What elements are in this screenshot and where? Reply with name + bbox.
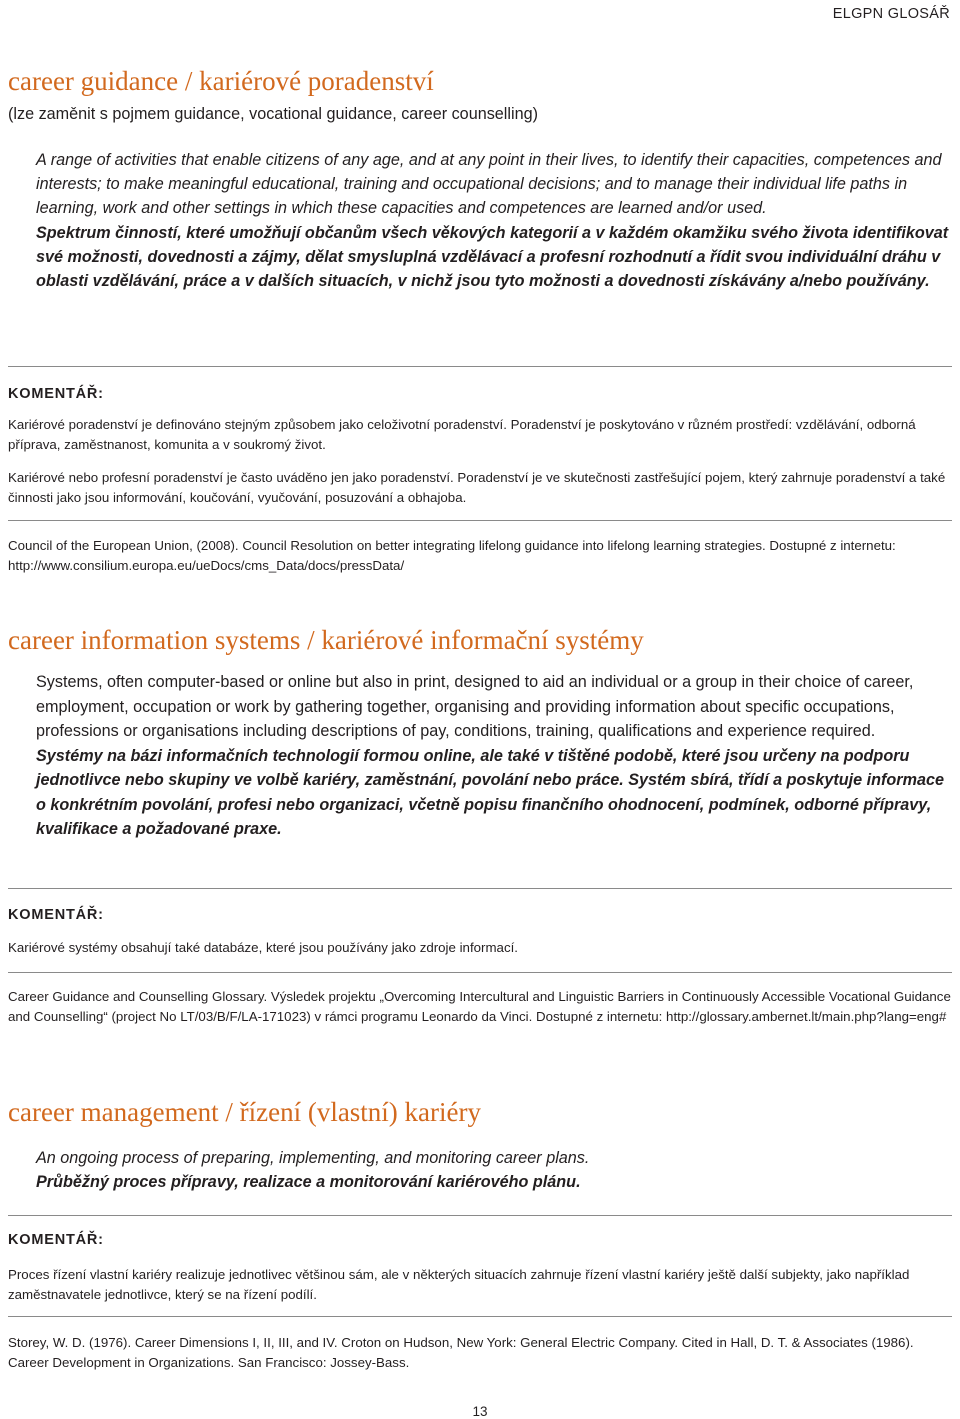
- comment-label: KOMENTÁŘ:: [8, 1232, 104, 1248]
- comment-paragraph: Kariérové systémy obsahují také databáze, které jsou používány jako zdroje informací.: [8, 940, 518, 955]
- definition-czech: Průběžný proces přípravy, realizace a monitorování kariérového plánu.: [36, 1173, 581, 1191]
- comment-label: KOMENTÁŘ:: [8, 907, 104, 923]
- source-citation: Storey, W. D. (1976). Career Dimensions I, II, III, and IV. Croton on Hudson, New York: General Electric Company. Cited in Hall, D. T. & Associates (1986). Career Development in Organizations. San Francisco: Jossey-Bass.: [8, 1335, 914, 1370]
- definition-czech: Systémy na bázi informačních technologií formou online, ale také v tištěné podobě, které jsou určeny na podporu jednotlivce nebo skupiny ve volbě kariéry, zaměstnání, povolání nebo práce. Systém sbírá, třídí a poskytuje informace o konkrétním povolání, profesi nebo organizaci, včetně popisu finančního ohodnocení, podmínek, odborné přípravy, kvalifikace a požadované praxe.: [36, 746, 944, 838]
- entry-career-management: [8, 1097, 954, 1127]
- comment-paragraph: Kariérové poradenství je definováno stejným způsobem jako celoživotní poradenství. Poradenství je poskytováno v různém prostředí: vzdělávání, odborná příprava, zaměstnanost, komunita a v soukromý život.: [8, 417, 916, 452]
- page-number: 13: [472, 1404, 488, 1419]
- entry-title: career information systems / kariérové informační systémy: [8, 625, 644, 655]
- divider: [8, 520, 952, 521]
- divider: [8, 1215, 952, 1216]
- definition-block: [36, 148, 954, 293]
- entry-career-information-systems: [8, 625, 954, 655]
- entry-title: career management / řízení (vlastní) kariéry: [8, 1097, 482, 1127]
- divider: [8, 888, 952, 889]
- source-citation: Career Guidance and Counselling Glossary. Výsledek projektu „Overcoming Intercultural and Linguistic Barriers in Continuously Accessible Vocational Guidance and Counselling“ (project No LT/03/B/F/LA-171023) v rámci programu Leonardo da Vinci. Dostupné z internetu: http://glossary.ambernet.lt/main.php?lang=eng#: [8, 989, 951, 1024]
- comment-label: KOMENTÁŘ:: [8, 386, 104, 402]
- definition-english: An ongoing process of preparing, implementing, and monitoring career plans.: [36, 1149, 590, 1167]
- source-citation: Council of the European Union, (2008). Council Resolution on better integrating lifelong guidance into lifelong learning strategies. Dostupné z internetu: http://www.consilium.europa.eu/ueDocs/cms_Data/docs/pressData/: [8, 538, 896, 573]
- divider: [8, 972, 952, 973]
- definition-block: [36, 670, 954, 842]
- definition-english: Systems, often computer-based or online but also in print, designed to aid an individual or a group in their choice of career, employment, occupation or work by gathering together, organising and providing information about specific occupations, professions or organisations including descriptions of pay, conditions, training, qualifications and experience required.: [36, 673, 914, 740]
- definition-czech: Spektrum činností, které umožňují občanům všech věkových kategorií a v každém okamžiku svého života identifikovat své možnosti, dovednosti a zájmy, dělat smysluplná vzdělávací a profesní rozhodnutí a řídit svou individuální dráhu v oblasti vzdělávání, práce a v dalších situacích, v nichž jsou tyto možnosti a dovednosti získávány a/nebo používány.: [36, 223, 949, 291]
- comment-paragraph: Kariérové nebo profesní poradenství je často uváděno jen jako poradenství. Poradenství je ve skutečnosti zastřešující pojem, který zahrnuje poradenství a také činnosti jako jsou informování, koučování, vyučování, posuzování a obhajoba.: [8, 470, 946, 505]
- divider: [8, 366, 952, 367]
- comment-paragraph: Proces řízení vlastní kariéry realizuje jednotlivec většinou sám, ale v některých situacích zahrnuje řízení vlastní kariéry ještě další subjekty, jako například zaměstnavatele jednotlivce, který se na řízení podílí.: [8, 1267, 910, 1302]
- definition-english: A range of activities that enable citizens of any age, and at any point in their lives, to identify their capacities, competences and interests; to make meaningful educational, training and occupational decisions; and to manage their individual life paths in learning, work and other settings in which these capacities and competences are learned and/or used.: [36, 151, 942, 218]
- definition-block: [36, 1146, 954, 1194]
- entry-subtitle: (lze zaměnit s pojmem guidance, vocational guidance, career counselling): [8, 105, 538, 123]
- divider: [8, 1316, 952, 1317]
- running-header: ELGPN GLOSÁŘ: [832, 6, 950, 22]
- entry-title: career guidance / kariérové poradenství: [8, 66, 434, 96]
- entry-career-guidance: [8, 66, 954, 124]
